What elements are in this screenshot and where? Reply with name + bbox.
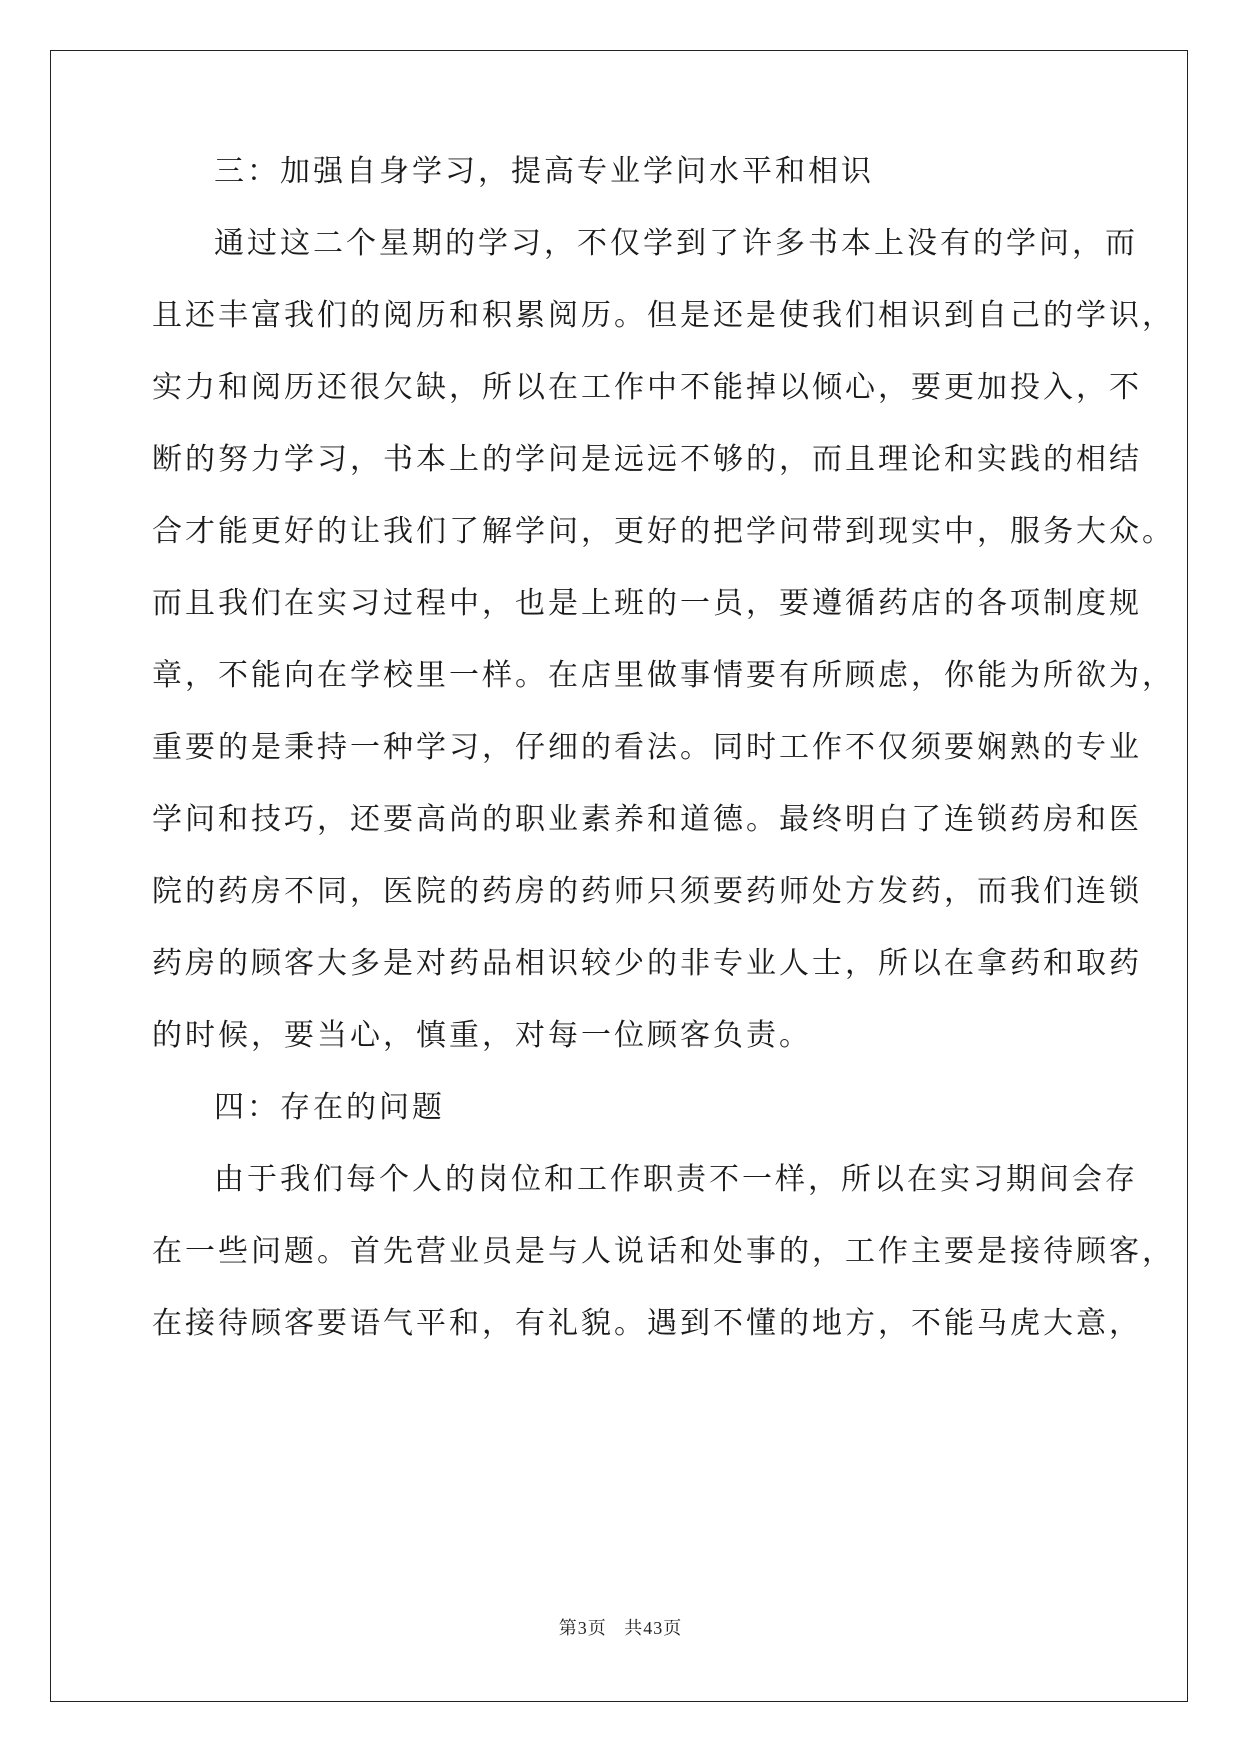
section-heading-3: 三：加强自身学习，提高专业学问水平和相识 — [214, 154, 874, 189]
paragraph-line: 而且我们在实习过程中，也是上班的一员，要遵循药店的各项制度规 — [152, 586, 1142, 621]
paragraph-line: 通过这二个星期的学习，不仅学到了许多书本上没有的学问，而 — [214, 226, 1138, 261]
paragraph-line: 药房的顾客大多是对药品相识较少的非专业人士，所以在拿药和取药 — [152, 946, 1142, 981]
paragraph-line: 在接待顾客要语气平和，有礼貌。遇到不懂的地方，不能马虎大意， — [152, 1306, 1142, 1341]
section-heading-4: 四：存在的问题 — [214, 1090, 445, 1125]
paragraph-line: 在一些问题。首先营业员是与人说话和处事的，工作主要是接待顾客， — [152, 1234, 1175, 1269]
page-number: 第3页 — [558, 1618, 607, 1638]
paragraph-line: 断的努力学习，书本上的学问是远远不够的，而且理论和实践的相结 — [152, 442, 1142, 477]
paragraph-line: 章，不能向在学校里一样。在店里做事情要有所顾虑，你能为所欲为， — [152, 658, 1175, 693]
paragraph-line: 学问和技巧，还要高尚的职业素养和道德。最终明白了连锁药房和医 — [152, 802, 1142, 837]
page-total: 共43页 — [624, 1618, 683, 1638]
paragraph-line: 的时候，要当心，慎重，对每一位顾客负责。 — [152, 1018, 812, 1053]
paragraph-line: 重要的是秉持一种学习，仔细的看法。同时工作不仅须要娴熟的专业 — [152, 730, 1142, 765]
paragraph-line: 且还丰富我们的阅历和积累阅历。但是还是使我们相识到自己的学识， — [152, 298, 1175, 333]
paragraph-line: 由于我们每个人的岗位和工作职责不一样，所以在实习期间会存 — [214, 1162, 1138, 1197]
paragraph-line: 实力和阅历还很欠缺，所以在工作中不能掉以倾心，要更加投入，不 — [152, 370, 1142, 405]
paragraph-line: 院的药房不同，医院的药房的药师只须要药师处方发药，而我们连锁 — [152, 874, 1142, 909]
page-footer — [0, 1614, 1241, 1640]
paragraph-line: 合才能更好的让我们了解学问，更好的把学问带到现实中，服务大众。 — [152, 514, 1175, 549]
